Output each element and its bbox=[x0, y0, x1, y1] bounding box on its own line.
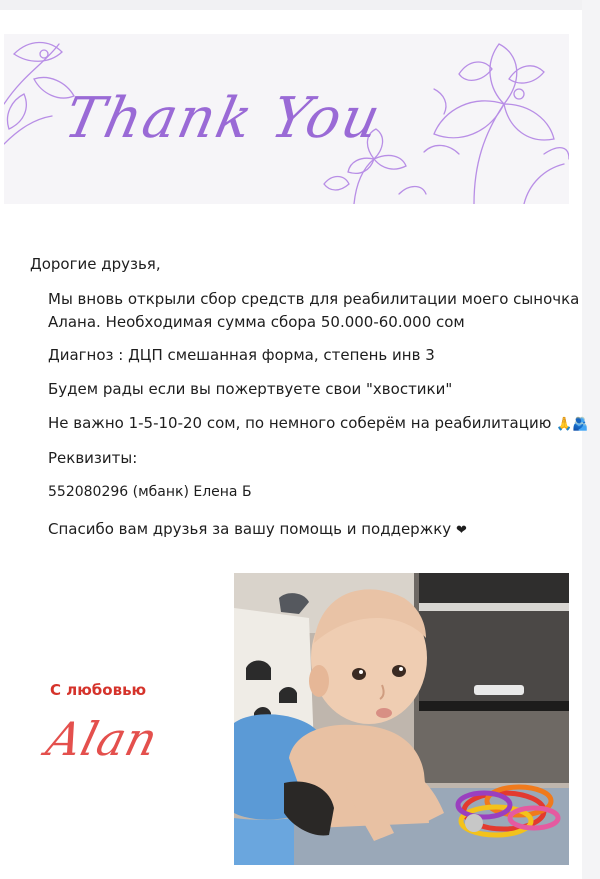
thanks-line bbox=[48, 518, 593, 542]
child-photo bbox=[234, 573, 569, 865]
thanks-text: Спасибо вам друзья за вашу помощь и поддержку bbox=[48, 520, 452, 538]
donate-line: Будем рады если вы пожертвуете свои "хвостики" bbox=[48, 380, 453, 398]
child-photo-illustration bbox=[234, 573, 569, 865]
with-love-label: С любовью bbox=[50, 681, 147, 699]
thank-you-banner bbox=[4, 34, 569, 204]
page-top-edge bbox=[0, 0, 600, 10]
requisites-value: 552080296 (мбанк) Елена Б bbox=[48, 484, 252, 500]
requisites-label: Реквизиты: bbox=[48, 449, 138, 467]
heart-icon: ❤ bbox=[455, 523, 467, 538]
pray-hug-emoji-icon: 🙏🫂 bbox=[556, 417, 589, 432]
amounts-line bbox=[48, 412, 593, 436]
diagnosis-line: Диагноз : ДЦП смешанная форма, степень инв 3 bbox=[48, 346, 435, 364]
fundraiser-paragraph: Мы вновь открыли сбор средств для реабилитации моего сыночка Алана. Необходимая сумма сбора 50.000-60.000 сом bbox=[48, 290, 580, 331]
thank-you-title: Thank You bbox=[59, 86, 388, 151]
page-right-edge bbox=[582, 0, 600, 879]
amounts-text: Не важно 1-5-10-20 сом, по немного соберём на реабилитацию bbox=[48, 414, 552, 432]
letter-greeting: Дорогие друзья, bbox=[30, 255, 161, 273]
signature: Alan bbox=[41, 712, 164, 766]
